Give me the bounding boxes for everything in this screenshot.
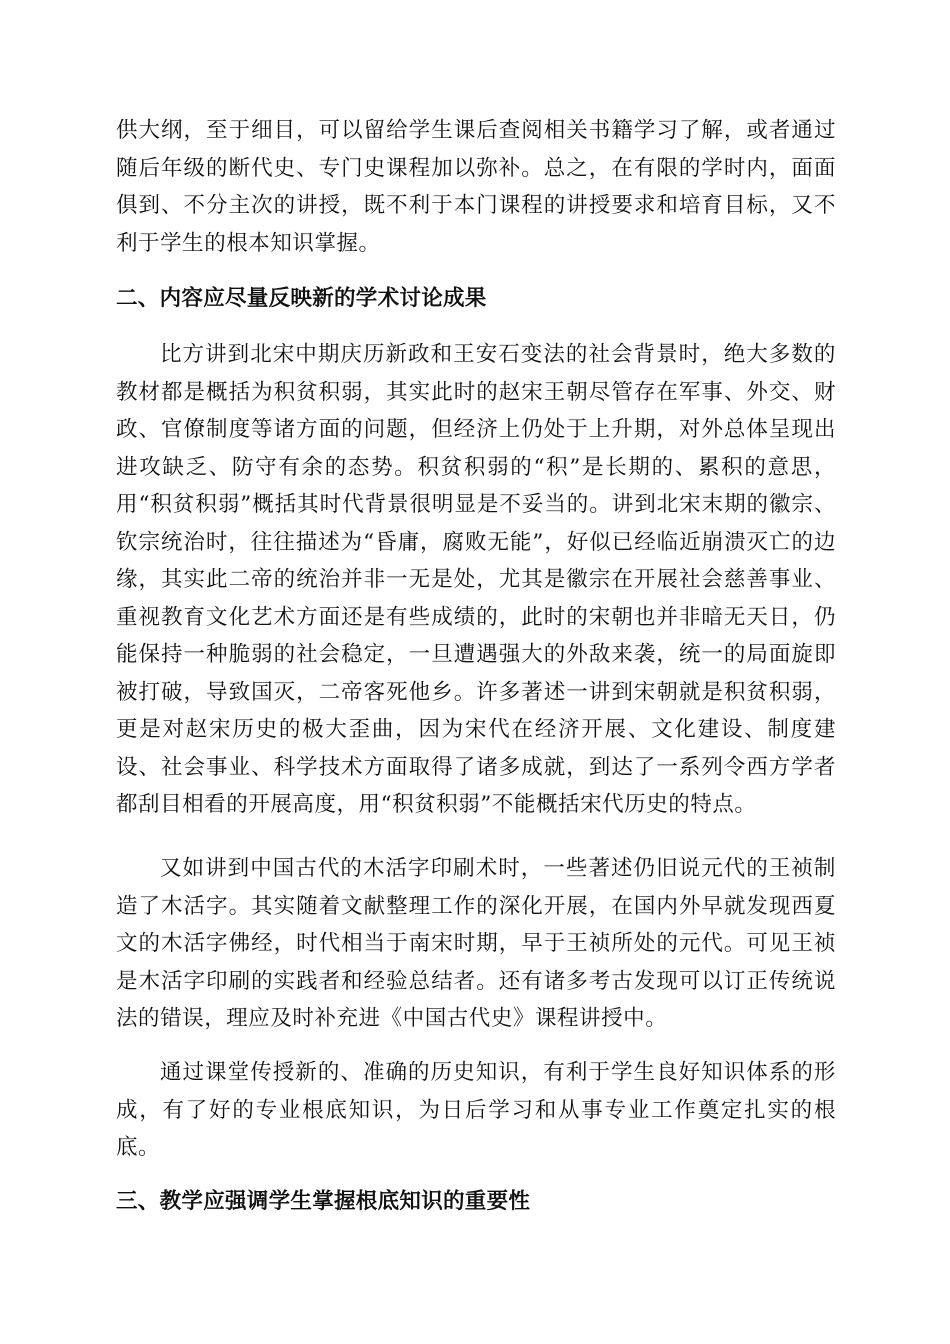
paragraph-2a: 比方讲到北宋中期庆历新政和王安石变法的社会背景时，绝大多数的教材都是概括为积贫积弱，其实此时的赵宋王朝尽管存在军事、外交、财政、官僚制度等诸方面的问题，但经济上仍处于上升期，对外总体呈现出进攻缺乏、防守有余的态势。积贫积弱的“积”是长期的、累积的意思，用“积贫积弱”概括其时代背景很明显是不妥当的。讲到北宋末期的徽宗、钦宗统治时，往往描述为“昏庸，腐败无能”，好似已经临近崩溃灭亡的边缘，其实此二帝的统治并非一无是处，尤其是徽宗在开展社会慈善事业、重视教育文化艺术方面还是有些成绩的，此时的宋朝也并非暗无天日，仍能保持一种脆弱的社会稳定，一旦遭遇强大的外敌来袭，统一的局面旋即被打破，导致国灭，二帝客死他乡。许多著述一讲到宋朝就是积贫积弱，更是对赵宋历史的极大歪曲，因为宋代在经济开展、文化建设、制度建设、社会事业、科学技术方面取得了诸多成就，到达了一系列令西方学者都刮目相看的开展高度，用“积贫积弱”不能概括宋代历史的特点。	[116, 342, 836, 817]
section-heading-3: 三、教学应强调学生掌握根底知识的重要性	[116, 1189, 531, 1214]
paragraph-2c: 通过课堂传授新的、准确的历史知识，有利于学生良好知识体系的形成，有了好的专业根底知识，为日后学习和从事专业工作奠定扎实的根底。	[116, 1060, 836, 1160]
paragraph-continuation: 供大纲，至于细目，可以留给学生课后查阅相关书籍学习了解，或者通过随后年级的断代史、专门史课程加以弥补。总之，在有限的学时内，面面俱到、不分主次的讲授，既不利于本门课程的讲授要求和培育目标，又不利于学生的根本知识掌握。	[116, 118, 836, 256]
section-heading-2: 二、内容应尽量反映新的学术讨论成果	[116, 286, 487, 311]
paragraph-2b: 又如讲到中国古代的木活字印刷术时，一些著述仍旧说元代的王祯制造了木活字。其实随着文献整理工作的深化开展，在国内外早就发现西夏文的木活字佛经，时代相当于南宋时期，早于王祯所处的元代。可见王祯是木活字印刷的实践者和经验总结者。还有诸多考古发现可以订正传统说法的错误，理应及时补充进《中国古代史》课程讲授中。	[116, 856, 836, 1031]
